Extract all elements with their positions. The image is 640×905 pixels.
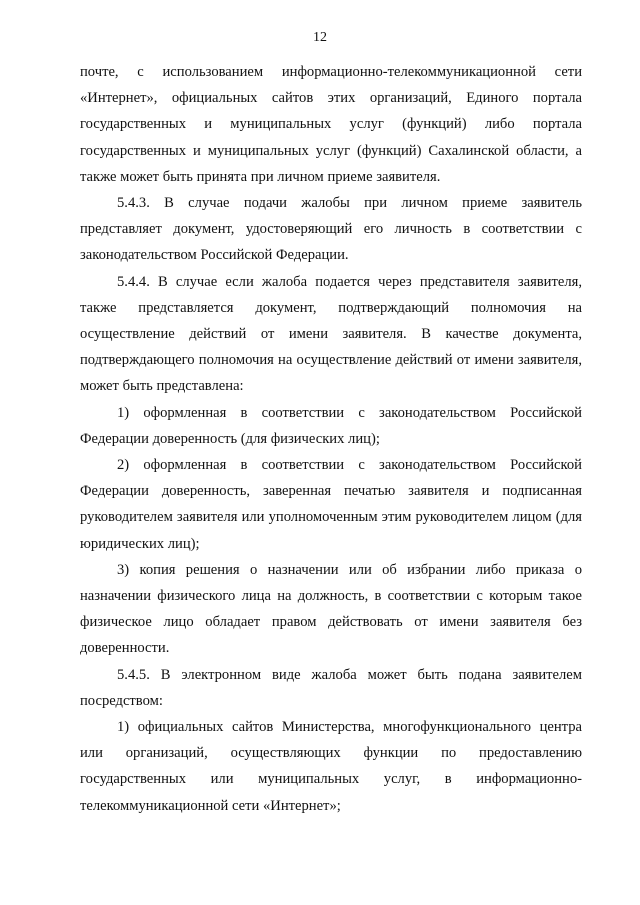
paragraph-continuation: почте, с использованием информационно-телекоммуникационной сети «Интернет», официальных сайтов этих организаций, Единого портала государственных и муниципальных услуг (функций) либо портала государственных и муниципальных услуг (функций) Сахалинской области, а также может быть принята при личном приеме заявителя. xyxy=(80,64,582,185)
list-item-1-official-websites: 1) официальных сайтов Министерства, многофункционального центра или организаций, осуществляющих функции по предоставлению государственных или муниципальных услуг, в информационно-телекоммуникационной сети «Интернет»; xyxy=(80,719,582,814)
paragraph-5-4-5: 5.4.5. В электронном виде жалоба может быть подана заявителем посредством: xyxy=(80,666,582,709)
paragraph-5-4-3: 5.4.3. В случае подачи жалобы при личном приеме заявитель представляет документ, удостоверяющий его личность в соответствии с законодательством Российской Федерации. xyxy=(80,195,582,264)
list-item-1-individual-poa: 1) оформленная в соответствии с законодательством Российской Федерации доверенность (для физических лиц); xyxy=(80,404,582,447)
document-body xyxy=(80,59,582,819)
list-item-2-legal-entity-poa: 2) оформленная в соответствии с законодательством Российской Федерации доверенность, заверенная печатью заявителя и подписанная руководителем заявителя или уполномоченным этим руководителем лицом (для юридических лиц); xyxy=(80,457,582,552)
page-number: 12 xyxy=(313,30,327,45)
list-item-3-appointment-copy: 3) копия решения о назначении или об избрании либо приказа о назначении физического лица на должность, в соответствии с которым такое физическое лицо обладает правом действовать от имени заявителя без доверенности. xyxy=(80,561,582,657)
paragraph-5-4-4: 5.4.4. В случае если жалоба подается через представителя заявителя, также представляется документ, подтверждающий полномочия на осуществление действий от имени заявителя. В качестве документа, подтверждающего полномочия на осуществление действий от имени заявителя, может быть представлена: xyxy=(80,273,582,395)
